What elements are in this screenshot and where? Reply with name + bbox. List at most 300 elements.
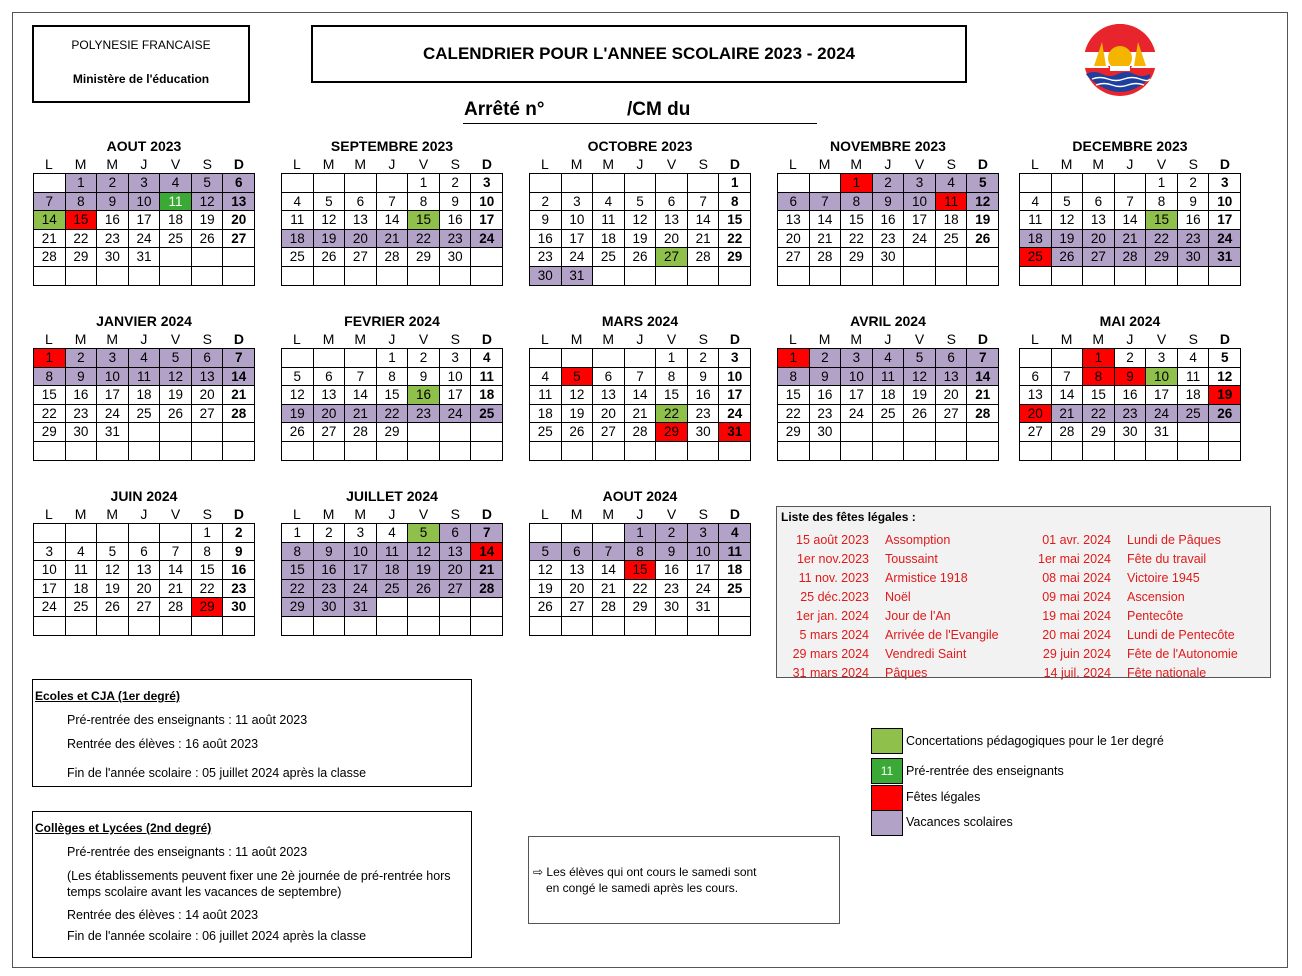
- day-cell: 30: [873, 248, 905, 267]
- empty-day-cell: [471, 598, 503, 617]
- day-cell: 29: [408, 248, 440, 267]
- day-cell: 12: [160, 368, 192, 387]
- weekday-label: V: [170, 506, 181, 522]
- day-cell: 21: [471, 561, 503, 580]
- empty-day-cell: [129, 423, 161, 442]
- month-calendar: [529, 487, 751, 636]
- empty-day-cell: [408, 617, 440, 636]
- day-cell: 5: [282, 368, 314, 387]
- day-cell: 30: [66, 423, 98, 442]
- day-cell: 9: [530, 211, 562, 230]
- day-cell: 23: [66, 405, 98, 424]
- day-cell: 31: [562, 267, 594, 286]
- empty-day-cell: [873, 442, 905, 461]
- day-cell: 1: [408, 174, 440, 193]
- legend-swatch-concertation: [871, 728, 903, 754]
- empty-day-cell: [97, 442, 129, 461]
- empty-day-cell: [810, 267, 842, 286]
- empty-day-cell: [97, 617, 129, 636]
- weekday-label: M: [354, 156, 367, 172]
- day-cell: 19: [530, 580, 562, 599]
- day-cell: 16: [440, 211, 472, 230]
- day-cell: 28: [593, 598, 625, 617]
- empty-day-cell: [408, 267, 440, 286]
- empty-day-cell: [345, 442, 377, 461]
- day-cell: 14: [377, 211, 409, 230]
- day-cell: 11: [471, 368, 503, 387]
- empty-day-cell: [1020, 267, 1052, 286]
- day-cell: 15: [625, 561, 657, 580]
- day-cell: 12: [625, 211, 657, 230]
- day-cell: 8: [377, 368, 409, 387]
- empty-day-cell: [223, 442, 255, 461]
- empty-day-cell: [160, 267, 192, 286]
- empty-day-cell: [656, 617, 688, 636]
- empty-day-cell: [904, 267, 936, 286]
- day-cell: 25: [66, 598, 98, 617]
- empty-day-cell: [688, 267, 720, 286]
- weekday-label: J: [140, 156, 148, 172]
- day-cell: 2: [66, 349, 98, 368]
- day-cell: 20: [192, 386, 224, 405]
- empty-day-cell: [192, 617, 224, 636]
- day-cell: 31: [1146, 423, 1178, 442]
- empty-day-cell: [904, 442, 936, 461]
- day-cell: 9: [656, 543, 688, 562]
- month-day-grid: [529, 173, 751, 286]
- fete-date: 5 mars 2024: [799, 628, 869, 642]
- day-cell: 15: [656, 386, 688, 405]
- day-cell: 27: [129, 598, 161, 617]
- weekday-label: M: [106, 506, 119, 522]
- month-calendar: [281, 487, 503, 636]
- day-cell: 24: [1209, 230, 1241, 249]
- day-cell: 19: [1052, 230, 1084, 249]
- weekday-label: S: [946, 331, 956, 347]
- empty-day-cell: [314, 174, 346, 193]
- empty-day-cell: [593, 442, 625, 461]
- empty-day-cell: [377, 267, 409, 286]
- weekday-label: L: [540, 156, 549, 172]
- day-cell: 18: [66, 580, 98, 599]
- day-cell: 19: [192, 211, 224, 230]
- day-cell: 12: [408, 543, 440, 562]
- empty-day-cell: [593, 267, 625, 286]
- weekday-label: S: [698, 506, 708, 522]
- day-cell: 24: [719, 405, 751, 424]
- day-cell: 22: [408, 230, 440, 249]
- day-cell: 29: [841, 248, 873, 267]
- weekday-label: L: [44, 331, 53, 347]
- weekday-label: S: [202, 331, 212, 347]
- day-cell: 22: [192, 580, 224, 599]
- day-cell: 27: [345, 248, 377, 267]
- weekday-label: V: [418, 506, 429, 522]
- month-calendar: [281, 137, 503, 286]
- arrete-line: [463, 99, 817, 124]
- day-cell: 26: [1209, 405, 1241, 424]
- day-cell: 21: [223, 386, 255, 405]
- day-cell: 5: [530, 543, 562, 562]
- empty-day-cell: [841, 442, 873, 461]
- day-cell: 7: [223, 349, 255, 368]
- day-cell: 15: [1083, 386, 1115, 405]
- day-cell: 25: [936, 230, 968, 249]
- day-cell: 9: [314, 543, 346, 562]
- fete-date: 1er nov.2023: [796, 552, 869, 566]
- day-cell: 17: [345, 561, 377, 580]
- empty-day-cell: [936, 248, 968, 267]
- day-cell: 24: [345, 580, 377, 599]
- day-cell: 6: [656, 193, 688, 212]
- weekday-label: L: [44, 506, 53, 522]
- day-cell: 25: [1020, 248, 1052, 267]
- month-calendar: [529, 312, 751, 461]
- empty-day-cell: [904, 423, 936, 442]
- month-title: NOVEMBRE 2023: [830, 138, 946, 154]
- fete-date: 15 août 2023: [796, 533, 869, 547]
- day-cell: 14: [34, 211, 66, 230]
- day-cell: 29: [1083, 423, 1115, 442]
- weekday-label: D: [233, 506, 245, 522]
- weekday-label: J: [388, 331, 396, 347]
- day-cell: 12: [1209, 368, 1241, 387]
- day-cell: 9: [1178, 193, 1210, 212]
- fete-name: Arrivée de l'Evangile: [885, 628, 999, 642]
- day-cell: 29: [377, 423, 409, 442]
- empty-day-cell: [192, 248, 224, 267]
- day-cell: 3: [34, 543, 66, 562]
- day-cell: 6: [223, 174, 255, 193]
- empty-day-cell: [129, 442, 161, 461]
- weekday-header-row: [529, 330, 751, 348]
- weekday-header-row: [33, 330, 255, 348]
- day-cell: 19: [625, 230, 657, 249]
- day-cell: 24: [841, 405, 873, 424]
- empty-day-cell: [625, 349, 657, 368]
- fete-date: 29 juin 2024: [1042, 647, 1111, 661]
- empty-day-cell: [562, 349, 594, 368]
- day-cell: 9: [810, 368, 842, 387]
- day-cell: 1: [625, 524, 657, 543]
- day-cell: 14: [223, 368, 255, 387]
- day-cell: 18: [719, 561, 751, 580]
- day-cell: 1: [192, 524, 224, 543]
- day-cell: 2: [656, 524, 688, 543]
- weekday-header-row: [281, 505, 503, 523]
- day-cell: 8: [841, 193, 873, 212]
- empty-day-cell: [1178, 442, 1210, 461]
- day-cell: 16: [1178, 211, 1210, 230]
- weekday-label: L: [292, 331, 301, 347]
- day-cell: 6: [936, 349, 968, 368]
- day-cell: 5: [904, 349, 936, 368]
- weekday-label: S: [1188, 331, 1198, 347]
- empty-day-cell: [377, 598, 409, 617]
- day-cell: 18: [593, 230, 625, 249]
- day-cell: 8: [1083, 368, 1115, 387]
- day-cell: 16: [688, 386, 720, 405]
- empty-day-cell: [562, 442, 594, 461]
- day-cell: 19: [160, 386, 192, 405]
- day-cell: 7: [967, 349, 999, 368]
- day-cell: 20: [656, 230, 688, 249]
- weekday-label: L: [540, 506, 549, 522]
- empty-day-cell: [1052, 174, 1084, 193]
- day-cell: 22: [1083, 405, 1115, 424]
- day-cell: 26: [282, 423, 314, 442]
- day-cell: 6: [129, 543, 161, 562]
- day-cell: 4: [593, 193, 625, 212]
- day-cell: 1: [841, 174, 873, 193]
- day-cell: 5: [160, 349, 192, 368]
- day-cell: 17: [719, 386, 751, 405]
- colleges-fin-annee: Fin de l'année scolaire : 06 juillet 2024 après la classe: [67, 929, 367, 943]
- day-cell: 18: [873, 386, 905, 405]
- colleges-pre-rentree: Pré-rentrée des enseignants : 11 août 2023: [67, 845, 308, 859]
- fete-date: 31 mars 2024: [792, 666, 869, 680]
- day-cell: 4: [719, 524, 751, 543]
- empty-day-cell: [314, 617, 346, 636]
- day-cell: 22: [1146, 230, 1178, 249]
- day-cell: 13: [1083, 211, 1115, 230]
- day-cell: 29: [66, 248, 98, 267]
- fete-name: Lundi de Pentecôte: [1127, 628, 1235, 642]
- day-cell: 6: [345, 193, 377, 212]
- day-cell: 14: [160, 561, 192, 580]
- day-cell: 6: [192, 349, 224, 368]
- day-cell: 22: [656, 405, 688, 424]
- fete-name: Noël: [885, 590, 911, 604]
- day-cell: 17: [688, 561, 720, 580]
- empty-day-cell: [66, 442, 98, 461]
- weekday-label: M: [322, 331, 335, 347]
- weekday-label: M: [818, 156, 831, 172]
- weekday-label: V: [170, 331, 181, 347]
- day-cell: 16: [1115, 386, 1147, 405]
- day-cell: 10: [345, 543, 377, 562]
- empty-day-cell: [530, 174, 562, 193]
- day-cell: 2: [1115, 349, 1147, 368]
- weekday-label: M: [1060, 156, 1073, 172]
- fete-name: Fête de l'Autonomie: [1127, 647, 1238, 661]
- empty-day-cell: [377, 174, 409, 193]
- day-cell: 13: [778, 211, 810, 230]
- day-cell: 15: [719, 211, 751, 230]
- weekday-label: V: [666, 331, 677, 347]
- day-cell: 17: [562, 230, 594, 249]
- empty-day-cell: [562, 174, 594, 193]
- month-title: SEPTEMBRE 2023: [330, 138, 454, 154]
- empty-day-cell: [1115, 267, 1147, 286]
- weekday-header-row: [33, 505, 255, 523]
- day-cell: 14: [593, 561, 625, 580]
- day-cell: 20: [314, 405, 346, 424]
- empty-day-cell: [810, 442, 842, 461]
- arrete-date-label: /CM du: [627, 99, 691, 120]
- day-cell: 30: [97, 248, 129, 267]
- day-cell: 8: [719, 193, 751, 212]
- day-cell: 30: [440, 248, 472, 267]
- day-cell: 13: [562, 561, 594, 580]
- polynesia-emblem-icon: [1080, 22, 1160, 98]
- weekday-label: S: [698, 331, 708, 347]
- day-cell: 11: [1020, 211, 1052, 230]
- day-cell: 13: [192, 368, 224, 387]
- day-cell: 17: [97, 386, 129, 405]
- day-cell: 4: [282, 193, 314, 212]
- weekday-label: M: [74, 156, 87, 172]
- day-cell: 24: [129, 230, 161, 249]
- day-cell: 11: [66, 561, 98, 580]
- day-cell: 12: [1052, 211, 1084, 230]
- page-title: CALENDRIER POUR L'ANNEE SCOLAIRE 2023 - 2024: [311, 25, 967, 83]
- day-cell: 25: [129, 405, 161, 424]
- colleges-info-box: [32, 811, 472, 958]
- day-cell: 11: [160, 193, 192, 212]
- weekday-label: S: [202, 506, 212, 522]
- day-cell: 4: [873, 349, 905, 368]
- day-cell: 8: [192, 543, 224, 562]
- day-cell: 14: [688, 211, 720, 230]
- weekday-label: M: [1092, 331, 1105, 347]
- day-cell: 10: [440, 368, 472, 387]
- day-cell: 17: [1209, 211, 1241, 230]
- empty-day-cell: [1115, 442, 1147, 461]
- day-cell: 1: [34, 349, 66, 368]
- day-cell: 13: [129, 561, 161, 580]
- empty-day-cell: [904, 248, 936, 267]
- day-cell: 19: [967, 211, 999, 230]
- day-cell: 3: [129, 174, 161, 193]
- empty-day-cell: [192, 423, 224, 442]
- month-title: AOUT 2024: [602, 488, 678, 504]
- day-cell: 7: [377, 193, 409, 212]
- day-cell: 29: [282, 598, 314, 617]
- empty-day-cell: [471, 423, 503, 442]
- weekday-label: D: [233, 331, 245, 347]
- ecoles-pre-rentree: Pré-rentrée des enseignants : 11 août 2023: [67, 713, 308, 727]
- empty-day-cell: [656, 174, 688, 193]
- day-cell: 14: [471, 543, 503, 562]
- day-cell: 27: [314, 423, 346, 442]
- empty-day-cell: [314, 349, 346, 368]
- day-cell: 11: [593, 211, 625, 230]
- weekday-label: S: [450, 156, 460, 172]
- day-cell: 10: [1146, 368, 1178, 387]
- day-cell: 5: [967, 174, 999, 193]
- day-cell: 7: [593, 543, 625, 562]
- month-title: OCTOBRE 2023: [587, 138, 693, 154]
- empty-day-cell: [593, 524, 625, 543]
- day-cell: 3: [471, 174, 503, 193]
- fete-name: Assomption: [885, 533, 951, 547]
- weekday-label: L: [44, 156, 53, 172]
- day-cell: 4: [1178, 349, 1210, 368]
- day-cell: 7: [34, 193, 66, 212]
- empty-day-cell: [936, 423, 968, 442]
- legend-label-pre-rentree: Pré-rentrée des enseignants: [906, 764, 1064, 778]
- day-cell: 28: [810, 248, 842, 267]
- ecoles-title: Ecoles et CJA (1er degré): [35, 689, 180, 703]
- day-cell: 26: [904, 405, 936, 424]
- day-cell: 14: [345, 386, 377, 405]
- day-cell: 31: [719, 423, 751, 442]
- weekday-label: J: [884, 156, 892, 172]
- weekday-label: M: [570, 331, 583, 347]
- fete-date: 14 juil. 2024: [1043, 666, 1111, 680]
- day-cell: 12: [97, 561, 129, 580]
- day-cell: 31: [129, 248, 161, 267]
- empty-day-cell: [841, 423, 873, 442]
- day-cell: 17: [34, 580, 66, 599]
- day-cell: 30: [223, 598, 255, 617]
- day-cell: 14: [625, 386, 657, 405]
- day-cell: 20: [936, 386, 968, 405]
- day-cell: 10: [34, 561, 66, 580]
- day-cell: 8: [656, 368, 688, 387]
- day-cell: 22: [282, 580, 314, 599]
- day-cell: 8: [34, 368, 66, 387]
- weekday-label: D: [1219, 156, 1231, 172]
- day-cell: 15: [778, 386, 810, 405]
- empty-day-cell: [345, 349, 377, 368]
- empty-day-cell: [1178, 423, 1210, 442]
- day-cell: 18: [160, 211, 192, 230]
- weekday-header-row: [281, 330, 503, 348]
- day-cell: 21: [625, 405, 657, 424]
- day-cell: 20: [593, 405, 625, 424]
- empty-day-cell: [530, 524, 562, 543]
- day-cell: 25: [282, 248, 314, 267]
- day-cell: 28: [1052, 423, 1084, 442]
- day-cell: 20: [345, 230, 377, 249]
- fete-name: Fête du travail: [1127, 552, 1207, 566]
- day-cell: 18: [936, 211, 968, 230]
- day-cell: 2: [810, 349, 842, 368]
- fete-name: Toussaint: [885, 552, 938, 566]
- month-title: DECEMBRE 2023: [1072, 138, 1188, 154]
- day-cell: 21: [1052, 405, 1084, 424]
- weekday-label: D: [233, 156, 245, 172]
- empty-day-cell: [1020, 442, 1052, 461]
- month-day-grid: [281, 173, 503, 286]
- day-cell: 4: [530, 368, 562, 387]
- day-cell: 23: [656, 580, 688, 599]
- empty-day-cell: [1083, 267, 1115, 286]
- fete-date: 08 mai 2024: [1042, 571, 1111, 585]
- day-cell: 26: [160, 405, 192, 424]
- weekday-label: M: [106, 331, 119, 347]
- weekday-label: M: [74, 331, 87, 347]
- day-cell: 7: [1115, 193, 1147, 212]
- day-cell: 5: [97, 543, 129, 562]
- day-cell: 7: [688, 193, 720, 212]
- empty-day-cell: [97, 524, 129, 543]
- day-cell: 22: [377, 405, 409, 424]
- day-cell: 18: [129, 386, 161, 405]
- weekday-label: J: [1126, 156, 1134, 172]
- day-cell: 22: [34, 405, 66, 424]
- day-cell: 21: [34, 230, 66, 249]
- weekday-label: V: [1156, 331, 1167, 347]
- day-cell: 7: [1052, 368, 1084, 387]
- day-cell: 3: [841, 349, 873, 368]
- day-cell: 4: [160, 174, 192, 193]
- fete-date: 11 nov. 2023: [798, 571, 869, 585]
- fete-name: Fête nationale: [1127, 666, 1207, 680]
- day-cell: 21: [593, 580, 625, 599]
